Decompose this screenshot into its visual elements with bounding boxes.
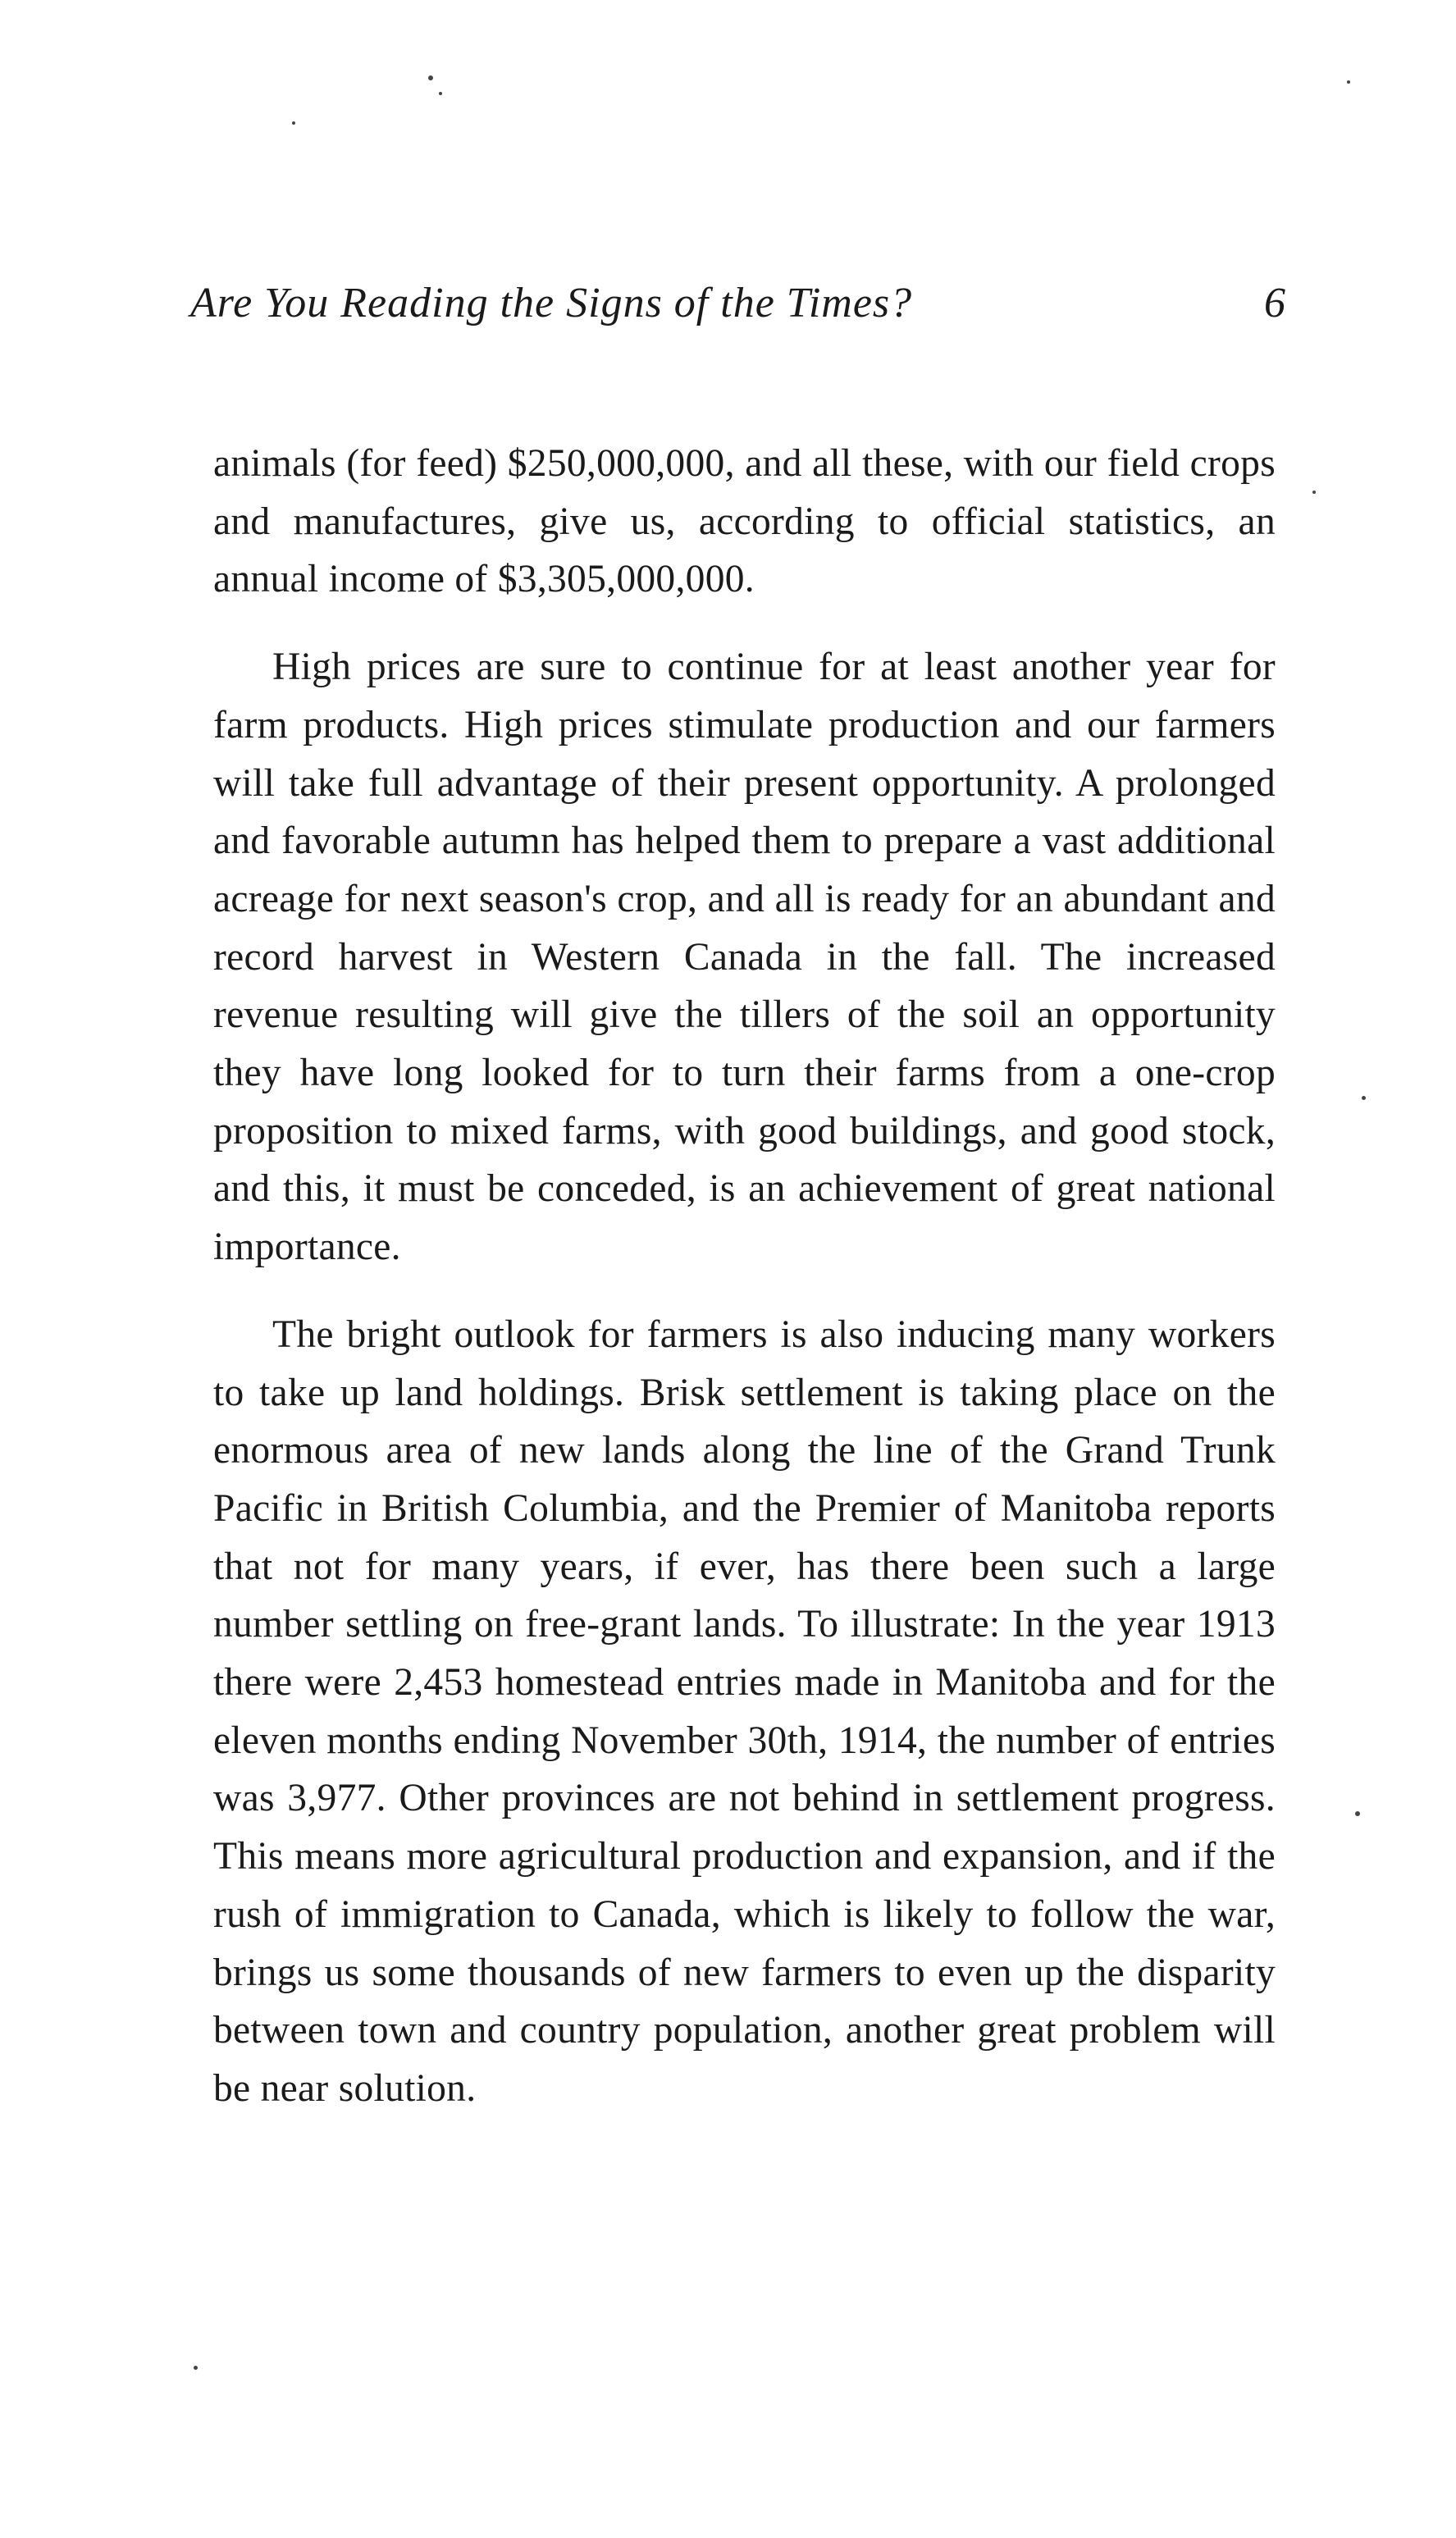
page-number: 6 bbox=[1264, 280, 1285, 326]
scan-speck bbox=[428, 75, 433, 80]
body-text bbox=[213, 435, 1276, 2118]
scan-speck bbox=[1312, 491, 1316, 494]
scan-speck bbox=[292, 121, 295, 125]
paragraph-continued: animals (for feed) $250,000,000, and all these, with our field crops and manufactures, give us, according to official statistics, an annual income of $3,305,000,000. bbox=[213, 442, 1276, 601]
paragraph-bright-outlook: The bright outlook for farmers is also inducing many workers to take up land holdings. Brisk settlement is taking place on the enormous area of new lands along the line of the Grand Trunk Pacific in British Columbia, and the Premier of Manitoba reports that not for many years, if ever, has there been such a large number settling on free-grant lands. To illustrate: In the year 1913 there were 2,453 homestead entries made in Manitoba and for the eleven months ending November 30th, 1914, the number of entries was 3,977. Other provinces are not behind in settlement progress. This means more agricultural production and expansion, and if the rush of immigration to Canada, which is likely to follow the war, brings us some thousands of new farmers to even up the disparity between town and country population, another great problem will be near solution. bbox=[213, 1312, 1276, 2110]
scan-speck bbox=[1362, 1096, 1366, 1100]
scan-speck bbox=[439, 92, 442, 95]
scan-speck bbox=[1355, 1811, 1360, 1816]
page-header bbox=[190, 279, 1285, 345]
scan-speck bbox=[1347, 80, 1350, 84]
scan-speck bbox=[194, 2366, 198, 2370]
running-title: Are You Reading the Signs of the Times? bbox=[190, 280, 913, 326]
paragraph-high-prices: High prices are sure to continue for at least another year for farm products. High prices stimulate production and our farmers will take full advantage of their present opportunity. A prolonged and favorable autumn has helped them to prepare a vast additional acreage for next season's crop, and all is ready for an abundant and record harvest in Western Canada in the fall. The increased revenue resulting will give the tillers of the soil an opportunity they have long looked for to turn their farms from a one-crop proposition to mixed farms, with good buildings, and good stock, and this, it must be conceded, is an achievement of great national importance. bbox=[213, 646, 1276, 1269]
